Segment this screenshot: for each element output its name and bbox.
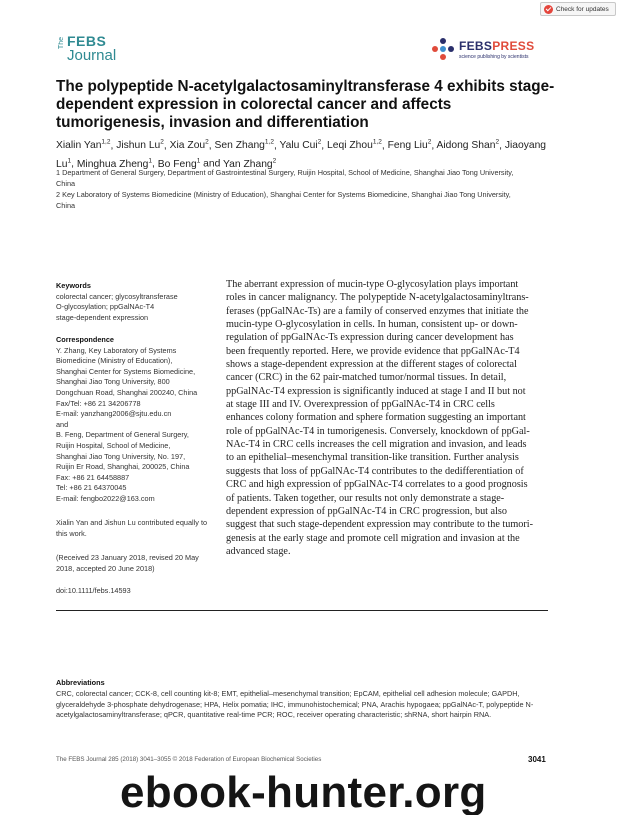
author: Xialin Yan$^{1,2}$ [56,139,111,152]
author-affiliation-marker: 2 [317,139,322,146]
author: Jiaoyang Lu$^1$ [56,140,547,170]
journal-logo-the: The [58,36,65,49]
author-list: Xialin Yan$^{1,2}$, Jishun Lu$^2$, Xia Zou$^2$, Sen Zhang$^{1,2}$, Yalu Cui$^2$, Leqi Zhou$^{1,2}$, Feng Liu$^2$, Aidong Shan$^2$, Jiaoyang Lu$^1$, Minghua Zheng$^1$, Bo Feng$^1$ and Yan Zhang$^2$ [56,139,547,170]
author-affiliation-marker: 2 [272,157,277,165]
author: Yalu Cui$^2$ [279,139,322,152]
author: Sen Zhang$^{1,2}$ [214,139,274,152]
author-affiliation-marker: 1,2 [101,139,111,146]
febs-press-dots-icon [432,38,454,60]
author-affiliation-marker: 1 [196,157,201,165]
press-tagline: science publishing by scientists [459,53,529,60]
page-footer: The FEBS Journal 285 (2018) 3041–3055 © 2018 Federation of European Biochemical Societies [56,756,322,763]
journal-logo-word1: FEBS [67,33,107,49]
febs-journal-logo [58,33,116,63]
keywords-section [56,281,216,323]
author-affiliation-marker: 2 [160,139,164,146]
febs-press-logo [432,38,534,60]
author: Feng Liu$^2$ [387,139,432,152]
author: Aidong Shan$^2$ [436,139,500,152]
author-affiliation-marker: 1 [67,157,72,165]
author: Yan Zhang$^2$ [223,157,277,170]
author-affiliation-marker: 2 [495,139,500,146]
equal-contribution-note: Xialin Yan and Jishun Lu contributed equally to this work. [56,518,208,538]
abbreviations-text: CRC, colorectal cancer; CCK-8, cell counting kit-8; EMT, epithelial–mesenchymal transition; EpCAM, epithelial cell adhesion molecule; GAPDH, glyceraldehyde 3-phosphate dehydrogenase; HPA, Helix pomatia; IHC, immunohistochemical; PNA, Arachis hypogaea; ppGalNAc-T, polypeptide N-acetylgalactosaminyltransferase; qPCR, quantitative real-time PCR; ROC, receiver operating characteristic; shRNA, short hairpin RNA. [56,689,534,720]
section-divider [56,610,548,611]
correspondence-text: Y. Zhang, Key Laboratory of Systems Biomedicine (Ministry of Education), Shanghai Center for Systems Biomedicine, Shanghai Jiao Tong University, 800 Dongchuan Road, Shanghai 200240, China Fax/Tel: +86 21 34206778 E-mail: yanzhang2006@sjtu.edu.cn and B. Feng, Department of General Surgery, Ruijin Hospital, School of Medicine, Shanghai Jiao Tong University, No. 197, Ruijin Er Road, Shanghai, 200025, China Fax: +86 21 64458887 Tel: +86 21 64370045 E-mail: fengbo2022@163.com [56,345,198,503]
correspondence-section [56,335,216,505]
author-affiliation-marker: 2 [205,139,209,146]
press-name-b: PRESS [492,38,535,53]
author-affiliation-marker: 1,2 [372,139,382,146]
author: Jishun Lu$^2$ [116,139,164,152]
check-icon [544,5,553,14]
author: Bo Feng$^1$ [157,157,201,170]
abbreviations-section [56,678,548,721]
keywords-heading: Keywords [56,281,91,290]
author: Minghua Zheng$^1$ [76,157,153,170]
check-for-updates-label: Check for updates [556,5,609,13]
author: Xia Zou$^2$ [169,139,209,152]
doi: doi:10.1111/febs.14593 [56,586,131,595]
keywords-text: colorectal cancer; glycosyltransferase O-glycosylation; ppGalNAc-T4 stage-dependent expression [56,291,178,322]
received-dates: (Received 23 January 2018, revised 20 May 2018, accepted 20 June 2018) [56,553,199,573]
article-title: The polypeptide N-acetylgalactosaminyltransferase 4 exhibits stage-dependent expression in colorectal cancer and affects tumorigenesis, invasion and differentiation [56,78,555,131]
check-for-updates-button[interactable] [540,2,616,16]
author-affiliation-marker: 2 [427,139,432,146]
author: Leqi Zhou$^{1,2}$ [327,139,382,152]
affiliation-1: 1 Department of General Surgery, Department of Gastrointestinal Surgery, Ruijin Hospital, School of Medicine, Shanghai Jiao Tong University, China [56,168,514,188]
affiliation-2: 2 Key Laboratory of Systems Biomedicine (Ministry of Education), Shanghai Center for Systems Biomedicine, Shanghai Jiao Tong University, China [56,190,511,210]
journal-logo-word2: Journal [67,47,117,64]
press-name-a: FEBS [459,38,493,53]
press-name [459,39,534,53]
abbreviations-heading: Abbreviations [56,678,105,687]
correspondence-heading: Correspondence [56,335,114,344]
page-number: 3041 [528,755,546,764]
watermark: ebook-hunter.org [120,768,487,815]
abstract: The aberrant expression of mucin-type O-glycosylation plays important roles in cancer malignancy. The polypeptide N-acetylgalactosaminyltrans- ferases (ppGalNAc-Ts) are a family of conserved enzymes that initiate the mucin-type O-glycosylation in cells. In human, consistent up- or down- regulation of ppGalNAc-Ts expression during cancer development has been frequently reported. Here, we provide evidence that ppGalNAc-T4 shows a stage-dependent expression at the different stages of colorectal cancer (CRC) in the 62 pair-matched tumor/normal tissues. In detail, ppGalNAc-T4 expression is significantly induced at stage I and II but not at stage III and IV. Overexpression of ppGalNAc-T4 in CRC cells enhances colony formation and sphere formation suggesting an important role of ppGalNAc-T4 in tumorigenesis. Conversely, knockdown of ppGal- NAc-T4 in CRC cells increases the cell migration and invasion, and leads to an epithelial–mesenchymal transition-like transition. Further analysis suggests that loss of ppGalNAc-T4 contributes to the dedifferentiation of CRC and high expression of ppGalNAc-T4 correlates to a good prognosis of patients. Taken together, our results not only demonstrate a stage- dependent expression of ppGalNAc-T4 in CRC progression, but also suggest that such stage-dependent expression may contribute to the tumori- genesis at the early stage and promote cell migration and invasion at the advanced stage. [226,279,533,557]
author-affiliation-marker: 1,2 [264,139,274,146]
author-affiliation-marker: 1 [148,157,153,165]
